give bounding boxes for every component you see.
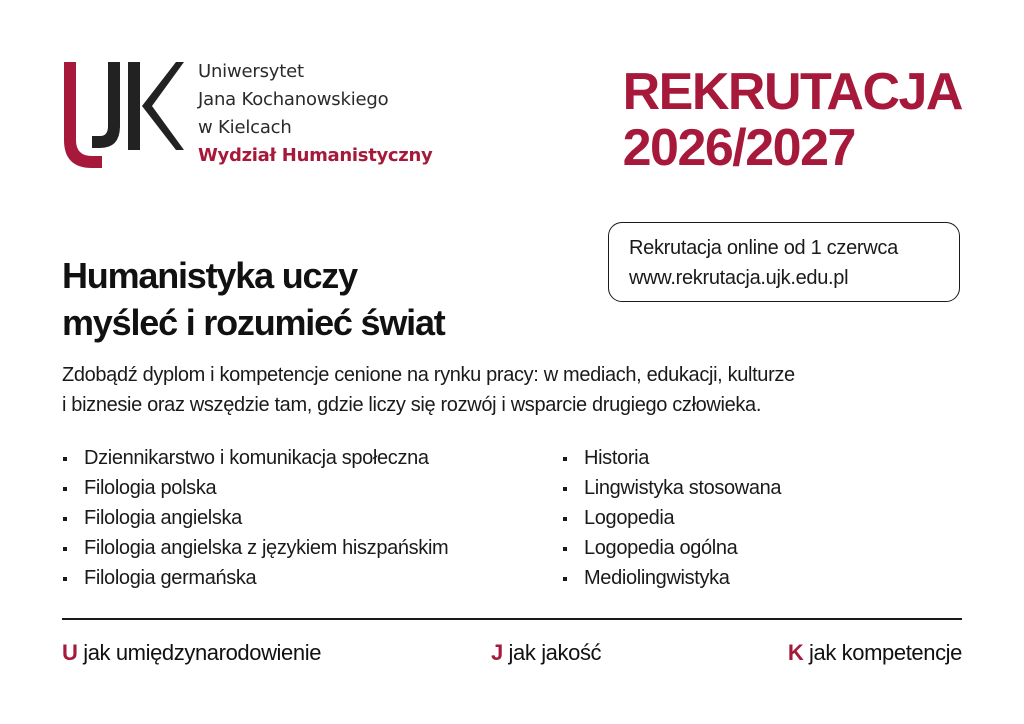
program-label: Filologia angielska z językiem hiszpańskim: [84, 537, 449, 559]
bullet-icon: [63, 577, 67, 581]
slogan-letter: J: [491, 640, 503, 665]
slogan-k: [788, 638, 962, 668]
online-recruitment-date: Rekrutacja online od 1 czerwca: [629, 237, 898, 259]
programs-list-right: [562, 443, 781, 593]
slogan-j: [491, 638, 601, 668]
program-label: Filologia germańska: [84, 567, 257, 589]
university-line-3: w Kielcach: [198, 117, 292, 138]
program-item: [562, 443, 781, 473]
program-item: [62, 503, 448, 533]
program-item: [562, 473, 781, 503]
recruitment-year: 2026/2027: [622, 119, 855, 177]
lead-line-2: i biznesie oraz wszędzie tam, gdzie liczy się rozwój i wsparcie drugiego człowieka.: [62, 394, 762, 416]
slogan-u: [62, 638, 321, 668]
program-label: Filologia angielska: [84, 507, 242, 529]
program-item: [562, 563, 781, 593]
bullet-icon: [563, 547, 567, 551]
bullet-icon: [563, 487, 567, 491]
divider: [62, 618, 962, 620]
university-line-1: Uniwersytet: [198, 61, 304, 82]
program-item: [562, 503, 781, 533]
university-name: [198, 58, 432, 170]
bullet-icon: [63, 547, 67, 551]
headline: [62, 252, 445, 346]
program-label: Logopedia ogólna: [584, 537, 738, 559]
programs-list-left: [62, 443, 448, 593]
program-label: Filologia polska: [84, 477, 217, 499]
bullet-icon: [63, 487, 67, 491]
headline-line-1: Humanistyka uczy: [62, 255, 357, 296]
program-item: [562, 533, 781, 563]
recruitment-url[interactable]: www.rekrutacja.ujk.edu.pl: [629, 267, 849, 289]
ujk-logo-icon: [62, 60, 186, 170]
online-recruitment-box: [608, 222, 960, 302]
program-item: [62, 443, 448, 473]
bullet-icon: [63, 517, 67, 521]
headline-line-2: myśleć i rozumieć świat: [62, 302, 445, 343]
lead-line-1: Zdobądź dyplom i kompetencje cenione na rynku pracy: w mediach, edukacji, kulturze: [62, 364, 795, 386]
program-item: [62, 563, 448, 593]
program-label: Historia: [584, 447, 649, 469]
slogan-text: jak umiędzynarodowienie: [77, 640, 322, 665]
program-item: [62, 473, 448, 503]
recruitment-title: [623, 64, 962, 176]
bullet-icon: [563, 517, 567, 521]
bullet-icon: [563, 577, 567, 581]
program-label: Mediolingwistyka: [584, 567, 730, 589]
program-label: Logopedia: [584, 507, 675, 529]
program-item: [62, 533, 448, 563]
bullet-icon: [563, 457, 567, 461]
slogan-letter: K: [787, 640, 804, 665]
program-label: Lingwistyka stosowana: [584, 477, 782, 499]
faculty-name: Wydział Humanistyczny: [198, 145, 433, 166]
university-line-2: Jana Kochanowskiego: [198, 89, 389, 110]
bullet-icon: [63, 457, 67, 461]
slogan-letter: U: [62, 640, 78, 665]
recruitment-line-1: REKRUTACJA: [622, 63, 962, 121]
slogan-text: jak jakość: [502, 640, 602, 665]
lead-paragraph: [62, 360, 962, 420]
program-label: Dziennikarstwo i komunikacja społeczna: [84, 447, 429, 469]
slogan-text: jak kompetencje: [803, 640, 962, 665]
